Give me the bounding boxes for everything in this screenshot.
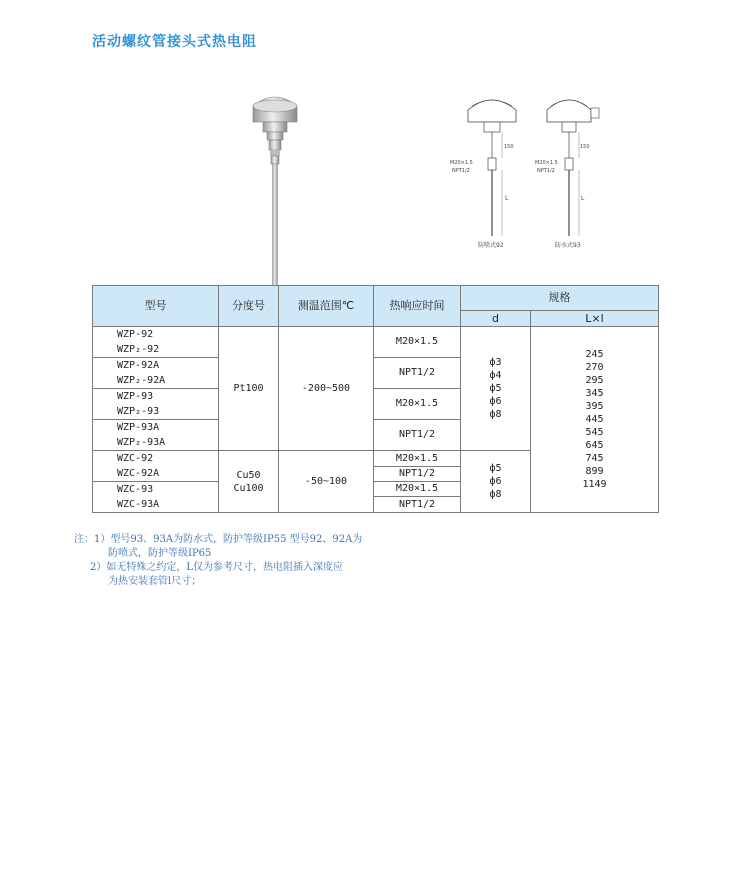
response-thread: M20×1.5 (374, 451, 461, 467)
drawing-93 (535, 88, 610, 253)
d-value: ф4 (489, 370, 502, 381)
header-graduation: 分度号 (219, 286, 279, 327)
model-name: WZP₂-93 (117, 406, 160, 417)
header-response: 热响应时间 (374, 286, 461, 327)
length-value: 345 (585, 388, 604, 399)
drawing-93-caption: 防水式93 (555, 242, 581, 249)
response-thread: NPT1/2 (374, 358, 461, 389)
model-name: WZP₂-93A (117, 437, 166, 448)
header-lxl: L×l (531, 311, 659, 327)
dim-150: 150 (504, 144, 514, 150)
note-line: 防喷式，防护等级IP65 (108, 548, 212, 559)
dim-l-b: L (581, 195, 585, 202)
d-values-group2 (461, 451, 531, 513)
length-value: 445 (585, 414, 604, 425)
drawing-92 (450, 88, 535, 253)
model-cell (93, 389, 219, 420)
page-title: 活动螺纹管接头式热电阻 (92, 34, 257, 50)
product-photo (245, 88, 305, 303)
note-line: 为热安装套管l尺寸； (108, 576, 202, 587)
response-thread: NPT1/2 (374, 497, 461, 513)
model-cell (93, 451, 219, 482)
header-model: 型号 (93, 286, 219, 327)
graduation-value: Cu100 (233, 482, 264, 494)
model-name: WZC-93A (117, 499, 160, 510)
thread-b-label-b: NPT1/2 (537, 168, 555, 174)
model-name: WZP-92A (117, 360, 160, 371)
model-name: WZC-92A (117, 468, 160, 479)
model-name: WZP₂-92 (117, 344, 160, 355)
thread-b-label: NPT1/2 (452, 168, 470, 174)
model-name: WZP-92 (117, 329, 154, 340)
model-name: WZC-93 (117, 484, 154, 495)
response-thread: NPT1/2 (374, 420, 461, 451)
length-value: 270 (585, 362, 604, 373)
model-cell (93, 358, 219, 389)
model-name: WZP-93 (117, 391, 154, 402)
response-thread: M20×1.5 (374, 327, 461, 358)
d-values-group1 (461, 327, 531, 451)
range-cu: -50~100 (279, 451, 374, 513)
header-spec: 规格 (461, 286, 659, 311)
length-value: 899 (585, 466, 604, 477)
length-value: 395 (585, 401, 604, 412)
length-value: 295 (585, 375, 604, 386)
header-range: 测温范围℃ (279, 286, 374, 327)
graduation-value: Cu50 (236, 469, 261, 481)
range-pt100: -200~500 (279, 327, 374, 451)
d-value: ф5 (489, 383, 502, 394)
length-value: 1149 (582, 479, 607, 490)
length-value: 245 (585, 349, 604, 360)
header-d: d (461, 311, 531, 327)
d-value: ф3 (489, 357, 502, 368)
d-value: ф8 (489, 409, 502, 420)
dim-l: L (505, 195, 509, 202)
d-value: ф5 (489, 463, 502, 474)
model-name: WZP₂-92A (117, 375, 166, 386)
length-value: 645 (585, 440, 604, 451)
thread-a-label-b: M20×1.5 (535, 160, 558, 166)
d-value: ф8 (489, 489, 502, 500)
notes (74, 533, 362, 589)
graduation-cu (219, 451, 279, 513)
response-thread: M20×1.5 (374, 482, 461, 497)
drawing-92-caption: 防喷式92 (478, 242, 504, 249)
length-value: 545 (585, 427, 604, 438)
d-value: ф6 (489, 396, 502, 407)
length-values (531, 327, 659, 513)
note-line: 2）如无特殊之约定，L仅为参考尺寸，热电阻插入深度应 (90, 562, 344, 573)
dim-150-b: 150 (580, 144, 590, 150)
note-line: 注：1）型号93、93A为防水式，防护等级IP55 型号92、92A为 (74, 534, 363, 545)
model-name: WZP-93A (117, 422, 160, 433)
thread-a-label: M20×1.5 (450, 160, 473, 166)
graduation-pt100: Pt100 (219, 327, 279, 451)
model-cell (93, 420, 219, 451)
model-cell (93, 482, 219, 513)
response-thread: NPT1/2 (374, 467, 461, 482)
d-value: ф6 (489, 476, 502, 487)
length-value: 745 (585, 453, 604, 464)
model-cell (93, 327, 219, 358)
spec-table (92, 285, 659, 513)
response-thread: M20×1.5 (374, 389, 461, 420)
model-name: WZC-92 (117, 453, 154, 464)
